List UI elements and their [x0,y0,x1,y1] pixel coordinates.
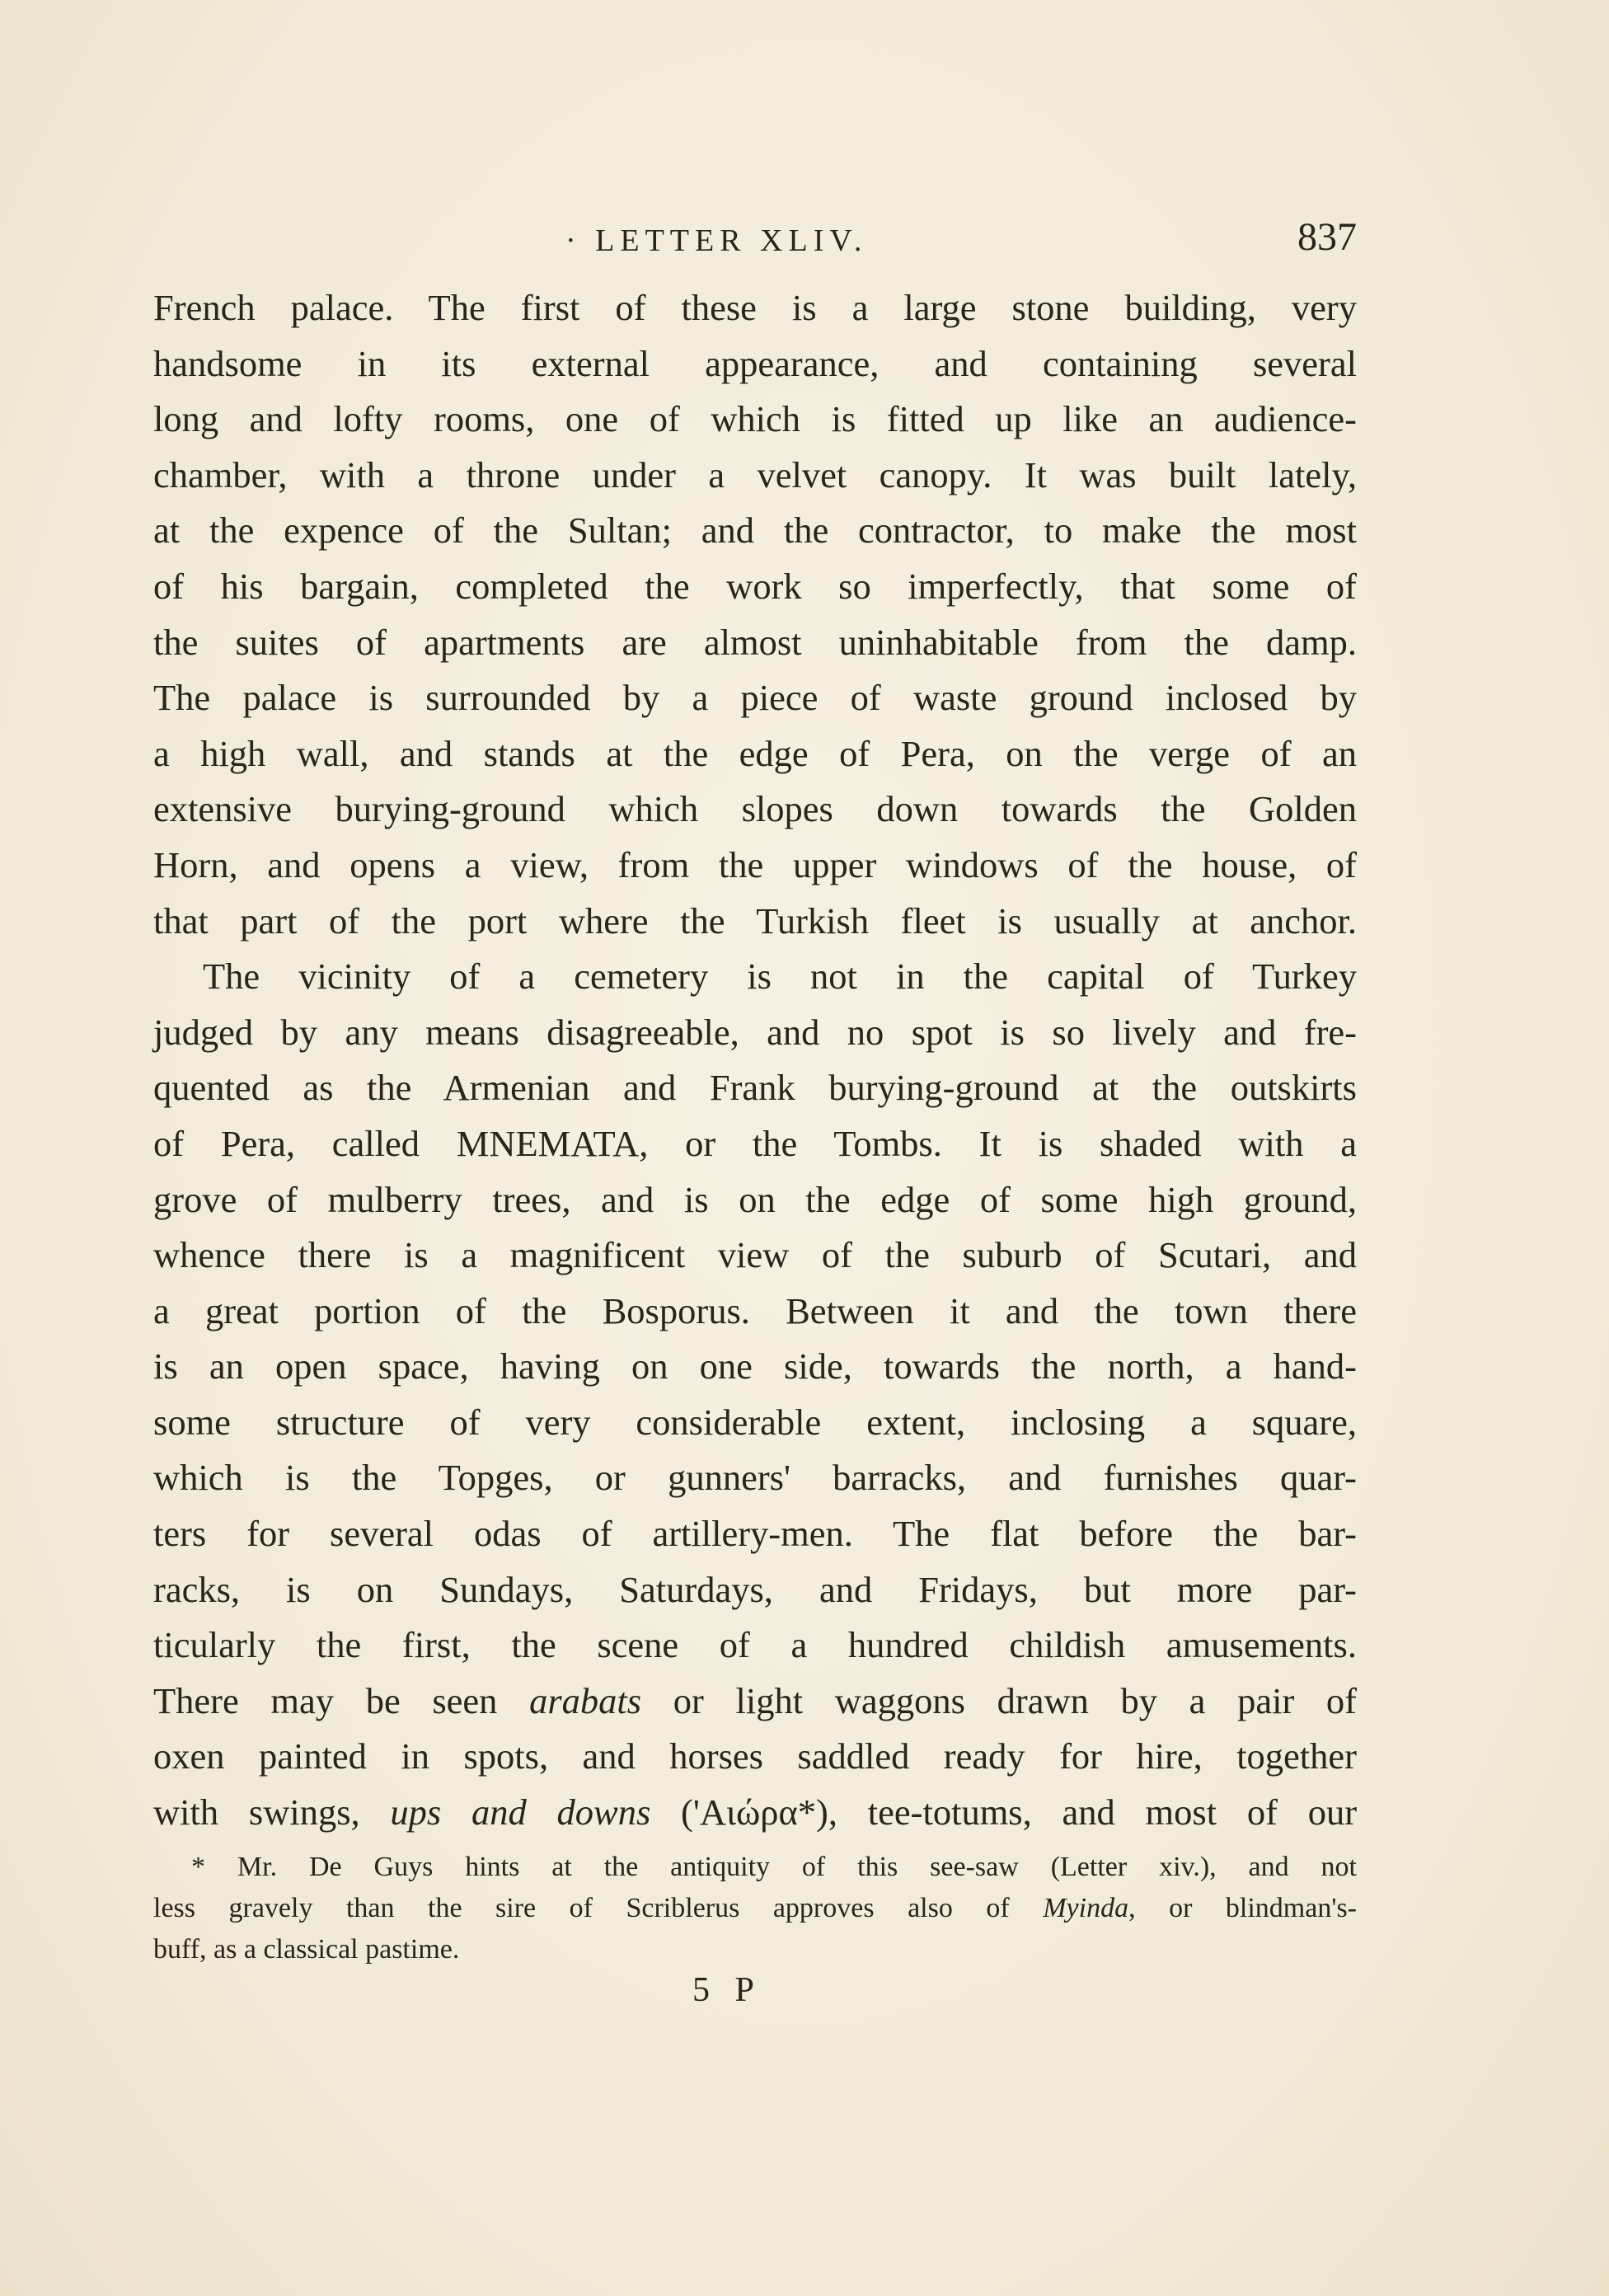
text-segment: less gravely than the sire of Scriblerus approves also of [153,1893,1044,1923]
text-line: whence there is a magnificent view of the suburb of Scutari, and [153,1234,1357,1276]
body-text [153,280,1357,1841]
text-line: oxen painted in spots, and horses saddled ready for hire, together [153,1735,1357,1777]
paragraph-start-line: The vicinity of a cemetery is not in the capital of Turkey [203,955,1357,998]
printer-signature: 5 P [692,1971,762,2009]
text-line: handsome in its external appearance, and containing several [153,342,1357,384]
page-number: 837 [1297,215,1357,259]
text-line: a great portion of the Bosporus. Between it and the town there [153,1289,1357,1331]
text-line: racks, is on Sundays, Saturdays, and Fridays, but more par- [153,1568,1357,1610]
text-line: grove of mulberry trees, and is on the edge of some high ground, [153,1178,1357,1220]
text-segment: or light waggons drawn by a pair of [641,1679,1357,1721]
text-line: at the expence of the Sultan; and the contractor, to make the most [153,509,1357,552]
footnote [153,1847,1357,1970]
text-line: the suites of apartments are almost uninhabitable from the damp. [153,621,1357,663]
text-segment: , tee-totums, and most of our [828,1791,1358,1834]
footnote-line: buff, as a classical pastime. [153,1934,460,1965]
text-line: of Pera, called MNEMATA, or the Tombs. It is shaded with a [153,1122,1357,1164]
text-segment: Mr. De Guys hints at the antiquity of this see-saw (Letter xiv.), and not [237,1852,1357,1882]
text-line: that part of the port where the Turkish fleet is usually at anchor. [153,899,1357,941]
text-segment: , or blindman's- [1128,1893,1358,1923]
text-line: Horn, and opens a view, from the upper windows of the house, of [153,843,1357,885]
text-line: is an open space, having on one side, towards the north, a hand- [153,1345,1357,1387]
text-line: some structure of very considerable extent, inclosing a square, [153,1401,1357,1443]
running-head [153,216,1357,265]
italic-term: Myinda [1043,1893,1129,1923]
text-line: chamber, with a throne under a velvet canopy. It was built lately, [153,453,1357,495]
running-title: · LETTER XLIV. [565,223,868,258]
text-segment: There may be seen [153,1679,530,1721]
italic-term: ups and downs [390,1791,651,1834]
footnote-marker: * [191,1852,237,1882]
text-line: extensive burying-ground which slopes down towards the Golden [153,788,1357,830]
text-line: ters for several odas of artillery-men. The flat before the bar- [153,1513,1357,1555]
text-line: long and lofty rooms, one of which is fitted up like an audience- [153,398,1357,440]
text-line [153,1674,1357,1730]
footnote-line [153,1888,1357,1929]
text-line: a high wall, and stands at the edge of Pera, on the verge of an [153,732,1357,774]
text-line: judged by any means disagreeable, and no spot is so lively and fre- [153,1011,1357,1053]
text-segment: with swings, [153,1791,391,1834]
text-line [153,1785,1357,1841]
footnote-line [153,1847,1357,1888]
italic-term: arabats [529,1679,642,1721]
text-line: The palace is surrounded by a piece of waste ground inclosed by [153,677,1357,719]
text-line: quented as the Armenian and Frank burying-ground at the outskirts [153,1067,1357,1109]
text-line: French palace. The first of these is a large stone building, very [153,287,1357,328]
text-line: ticularly the first, the scene of a hundred childish amusements. [153,1624,1357,1666]
greek-term: ('Αιώρα*) [650,1791,828,1834]
text-line: of his bargain, completed the work so imperfectly, that some of [153,565,1357,607]
text-line: which is the Topges, or gunners' barracks, and furnishes quar- [153,1457,1357,1499]
